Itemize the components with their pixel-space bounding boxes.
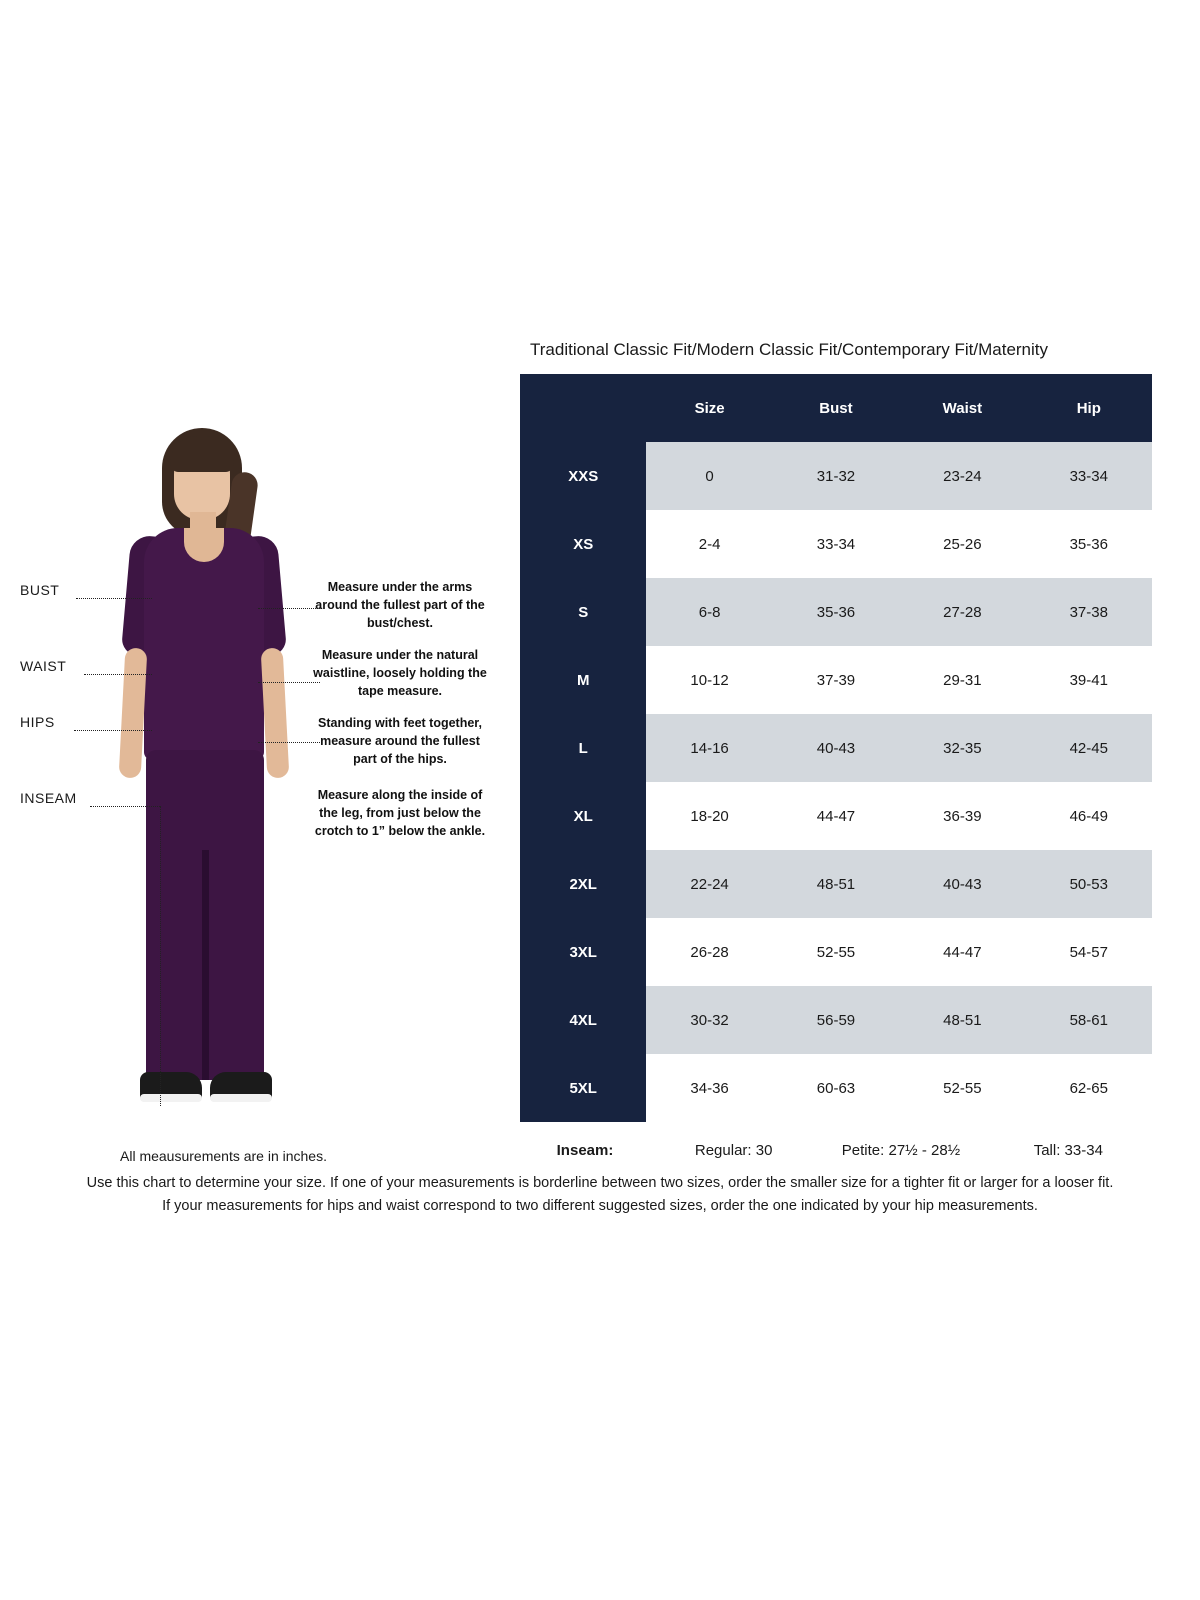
cell-waist: 36-39 — [899, 782, 1025, 850]
leader-line-inseam — [90, 806, 160, 807]
leader-line-hips-left — [74, 730, 152, 731]
cell-size: 30-32 — [646, 986, 772, 1054]
table-row — [520, 850, 1152, 918]
cell-hip: 50-53 — [1026, 850, 1152, 918]
cell-waist: 32-35 — [899, 714, 1025, 782]
cell-waist: 44-47 — [899, 918, 1025, 986]
row-label-xxs: XXS — [520, 442, 646, 510]
model-leg-separation — [202, 850, 209, 1080]
cell-hip: 54-57 — [1026, 918, 1152, 986]
cell-hip: 35-36 — [1026, 510, 1152, 578]
cell-waist: 48-51 — [899, 986, 1025, 1054]
cell-size: 26-28 — [646, 918, 772, 986]
leader-line-bust-left — [76, 598, 152, 599]
cell-hip: 39-41 — [1026, 646, 1152, 714]
instruction-bust: Measure under the arms around the fullest part of the bust/chest. — [315, 580, 485, 631]
cell-bust: 52-55 — [773, 918, 899, 986]
cell-hip: 33-34 — [1026, 442, 1152, 510]
table-row — [520, 646, 1152, 714]
label-hips: HIPS — [20, 714, 55, 730]
inseam-regular: Regular: 30 — [694, 1141, 773, 1159]
instruction-hips: Standing with feet together, measure around the fullest part of the hips. — [318, 716, 482, 767]
leader-line-waist-left — [84, 674, 152, 675]
table-row — [520, 510, 1152, 578]
table-row — [520, 782, 1152, 850]
cell-size: 10-12 — [646, 646, 772, 714]
model-illustration — [100, 420, 320, 1140]
table-header — [520, 374, 1152, 442]
cell-bust: 44-47 — [773, 782, 899, 850]
cell-waist: 52-55 — [899, 1054, 1025, 1122]
cell-bust: 60-63 — [773, 1054, 899, 1122]
inseam-tall: Tall: 33-34 — [1033, 1141, 1103, 1159]
cell-size: 2-4 — [646, 510, 772, 578]
inseam-row — [520, 1122, 1152, 1178]
row-label-2xl: 2XL — [520, 850, 646, 918]
table-body — [520, 442, 1152, 1122]
table-row — [520, 1054, 1152, 1122]
column-header-blank — [520, 374, 646, 442]
instruction-inseam: Measure along the inside of the leg, from just below the crotch to 1” below the ankle. — [314, 788, 486, 839]
leader-line-inseam-vertical — [160, 806, 161, 1106]
column-header-waist: Waist — [899, 374, 1025, 442]
table-row — [520, 442, 1152, 510]
footer-notes — [0, 1172, 1200, 1218]
row-label-xl: XL — [520, 782, 646, 850]
row-label-l: L — [520, 714, 646, 782]
row-label-xs: XS — [520, 510, 646, 578]
label-inseam: INSEAM — [20, 790, 77, 806]
cell-hip: 42-45 — [1026, 714, 1152, 782]
cell-bust: 35-36 — [773, 578, 899, 646]
footer-line-1: Use this chart to determine your size. If one of your measurements is borderline between two sizes, order the smaller size for a tighter fit or larger for a looser fit. — [86, 1175, 1114, 1191]
cell-waist: 25-26 — [899, 510, 1025, 578]
column-header-bust: Bust — [773, 374, 899, 442]
cell-size: 34-36 — [646, 1054, 772, 1122]
column-header-size: Size — [646, 374, 772, 442]
row-label-5xl: 5XL — [520, 1054, 646, 1122]
cell-bust: 33-34 — [773, 510, 899, 578]
measurement-guide-figure — [0, 400, 520, 1200]
all-measurements-note: All meausurements are in inches. — [120, 1148, 327, 1164]
model-arm-right — [261, 648, 290, 779]
cell-waist: 29-31 — [899, 646, 1025, 714]
cell-size: 14-16 — [646, 714, 772, 782]
model-shoe-sole-right — [210, 1094, 272, 1102]
row-label-m: M — [520, 646, 646, 714]
model-shoe-sole-left — [140, 1094, 202, 1102]
footer-line-2: If your measurements for hips and waist correspond to two different suggested sizes, order the one indicated by your hip measurements. — [162, 1198, 1038, 1215]
cell-bust: 40-43 — [773, 714, 899, 782]
chart-title: Traditional Classic Fit/Modern Classic Fit/Contemporary Fit/Maternity — [530, 340, 1049, 359]
table-header-row — [520, 374, 1152, 442]
model-arm-left — [119, 648, 148, 779]
table-row — [520, 918, 1152, 986]
cell-size: 18-20 — [646, 782, 772, 850]
table-row — [520, 578, 1152, 646]
column-header-hip: Hip — [1026, 374, 1152, 442]
cell-hip: 46-49 — [1026, 782, 1152, 850]
cell-hip: 58-61 — [1026, 986, 1152, 1054]
cell-waist: 23-24 — [899, 442, 1025, 510]
instruction-waist: Measure under the natural waistline, loosely holding the tape measure. — [313, 648, 487, 699]
row-label-s: S — [520, 578, 646, 646]
size-chart-panel — [520, 340, 1160, 1178]
cell-bust: 56-59 — [773, 986, 899, 1054]
cell-size: 22-24 — [646, 850, 772, 918]
cell-waist: 40-43 — [899, 850, 1025, 918]
row-label-3xl: 3XL — [520, 918, 646, 986]
model-scrub-top — [144, 528, 264, 760]
size-chart-table — [520, 374, 1152, 1122]
table-row — [520, 986, 1152, 1054]
label-waist: WAIST — [20, 658, 67, 674]
cell-bust: 48-51 — [773, 850, 899, 918]
inseam-petite: Petite: 27½ - 28½ — [841, 1141, 961, 1159]
cell-hip: 37-38 — [1026, 578, 1152, 646]
cell-waist: 27-28 — [899, 578, 1025, 646]
cell-bust: 31-32 — [773, 442, 899, 510]
cell-size: 6-8 — [646, 578, 772, 646]
cell-size: 0 — [646, 442, 772, 510]
inseam-label: Inseam: — [556, 1141, 614, 1159]
row-label-4xl: 4XL — [520, 986, 646, 1054]
cell-hip: 62-65 — [1026, 1054, 1152, 1122]
label-bust: BUST — [20, 582, 60, 598]
cell-bust: 37-39 — [773, 646, 899, 714]
table-row — [520, 714, 1152, 782]
